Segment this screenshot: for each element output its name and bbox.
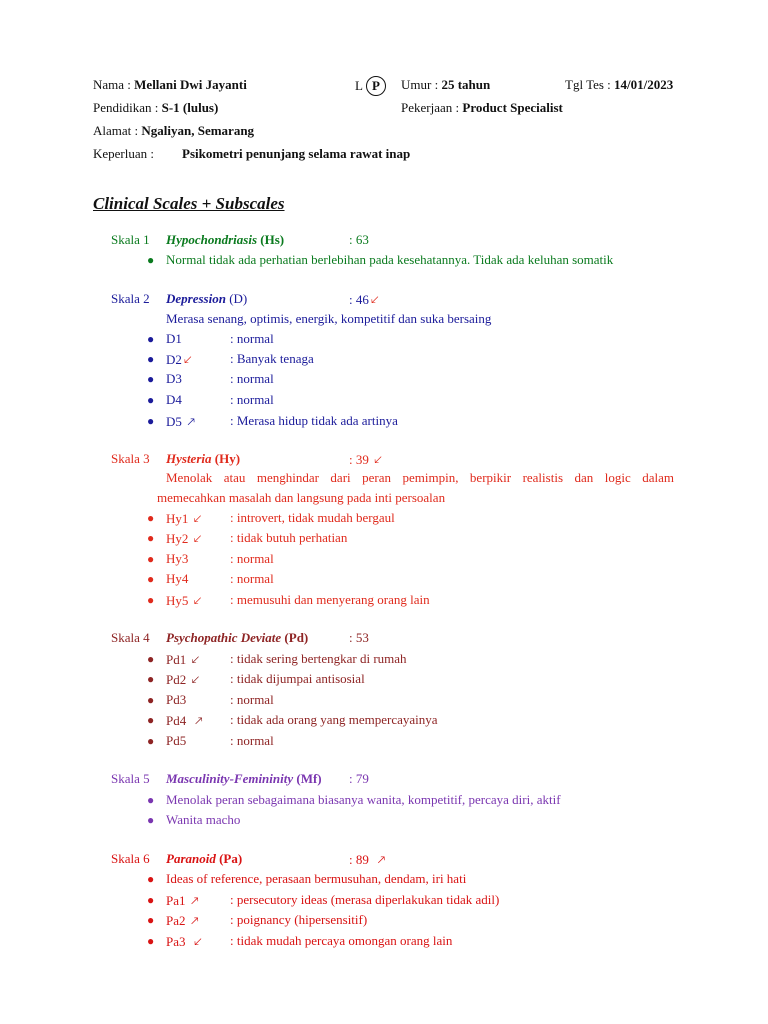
sub-code-text: Hy2 — [166, 531, 189, 546]
bullet-icon: ● — [147, 672, 155, 686]
scale-4-sub-desc: : tidak dijumpai antisosial — [230, 671, 365, 686]
scale-1-label: Skala 1 — [111, 232, 150, 247]
scale-2-sub-code: D1 — [166, 331, 182, 346]
scale-6-score-value: : 89 — [349, 852, 369, 867]
scale-6-sub-code — [166, 912, 199, 933]
scale-4-sub-desc: : tidak sering bertengkar di rumah — [230, 651, 407, 666]
scale-3-score — [349, 451, 382, 472]
bullet-icon: ● — [147, 913, 155, 927]
scale-4-abbr: (Pd) — [281, 630, 309, 645]
scale-3-sub-code — [166, 592, 202, 613]
gender-p-circled: P — [366, 76, 386, 96]
arrow-down-icon: 🡗 — [370, 293, 379, 307]
scale-5-score: : 79 — [349, 771, 369, 786]
sub-code-text: D5 — [166, 414, 182, 429]
arrow-down-icon: 🡗 — [193, 594, 202, 608]
bullet-icon: ● — [147, 253, 155, 267]
nama-value: Mellani Dwi Jayanti — [134, 77, 247, 92]
sub-code-text: Pd2 — [166, 672, 187, 687]
scale-4-title: Psychopathic Deviate — [166, 630, 282, 645]
scale-1-note: Normal tidak ada perhatian berlebihan pada kesehatannya. Tidak ada keluhan somatik — [166, 252, 614, 267]
arrow-down-icon: 🡗 — [193, 512, 202, 526]
section-title: Clinical Scales + Subscales — [93, 194, 285, 213]
arrow-down-icon: 🡗 — [183, 353, 192, 367]
alamat-value: Ngaliyan, Semarang — [141, 123, 255, 138]
tgl-tes-label: Tgl Tes : — [565, 77, 615, 92]
scale-6-name — [166, 851, 242, 867]
nama-label: Nama : — [93, 77, 135, 92]
bullet-icon: ● — [147, 713, 155, 727]
scale-3-sub-code: Hy3 — [166, 551, 189, 566]
arrow-down-icon: 🡗 — [374, 453, 383, 467]
arrow-up-icon: 🡕 — [190, 914, 199, 928]
scale-3-sub-code — [166, 510, 202, 531]
bullet-icon: ● — [147, 813, 155, 827]
scale-4-sub-code: Pd5 — [166, 733, 187, 748]
scale-3-score-value: : 39 — [349, 452, 369, 467]
tgl-tes-value: 14/01/2023 — [614, 77, 674, 92]
pendidikan-value: S-1 (lulus) — [161, 100, 219, 115]
scale-2-score — [349, 291, 379, 312]
scale-4-score: : 53 — [349, 630, 369, 645]
gender-l: L — [355, 78, 363, 93]
bullet-icon: ● — [147, 552, 155, 566]
scale-4-sub-code — [166, 712, 203, 733]
scale-4-sub-code — [166, 651, 199, 672]
scale-3-sub-desc: : normal — [230, 571, 274, 586]
scale-2-sub-code — [166, 413, 195, 434]
scale-3-sub-code — [166, 530, 202, 551]
sub-code-text: Hy5 — [166, 593, 189, 608]
scale-6-score — [349, 851, 385, 872]
scale-2-sub-desc: : normal — [230, 392, 274, 407]
scale-5-name — [166, 771, 322, 787]
bullet-icon: ● — [147, 934, 155, 948]
scale-6-sub-code — [166, 933, 202, 954]
scale-4-sub-desc: : normal — [230, 733, 274, 748]
scale-6-sub-code — [166, 892, 199, 913]
bullet-icon: ● — [147, 414, 155, 428]
scale-4-sub-desc: : normal — [230, 692, 274, 707]
scale-2-label: Skala 2 — [111, 291, 150, 306]
scale-3-sub-desc: : introvert, tidak mudah bergaul — [230, 510, 395, 525]
bullet-icon: ● — [147, 372, 155, 386]
scale-5-label: Skala 5 — [111, 771, 150, 786]
scale-5-title: Masculinity-Femininity — [166, 771, 294, 786]
bullet-icon: ● — [147, 531, 155, 545]
scale-2-summary: Merasa senang, optimis, energik, kompetitif dan suka bersaing — [166, 311, 492, 326]
tgl-tes-field — [565, 77, 673, 93]
bullet-icon: ● — [147, 893, 155, 907]
arrow-up-icon: 🡕 — [194, 714, 203, 728]
scale-4-name — [166, 630, 308, 646]
bullet-icon: ● — [147, 652, 155, 666]
scale-3-name — [166, 451, 240, 467]
scale-2-sub-desc: : Banyak tenaga — [230, 351, 314, 366]
keperluan-field — [93, 146, 154, 162]
scale-2-sub-code: D3 — [166, 371, 182, 386]
scale-5-note: Menolak peran sebagaimana biasanya wanita, kompetitif, percaya diri, aktif — [166, 792, 561, 807]
bullet-icon: ● — [147, 872, 155, 886]
umur-field — [401, 77, 490, 93]
arrow-down-icon: 🡗 — [194, 935, 202, 949]
scale-6-sub-desc: : poignancy (hipersensitif) — [230, 912, 368, 927]
bullet-icon: ● — [147, 511, 155, 525]
sub-code-text: Hy1 — [166, 511, 189, 526]
nama-field — [93, 77, 247, 93]
bullet-icon: ● — [147, 332, 155, 346]
scale-3-sub-desc: : memusuhi dan menyerang orang lain — [230, 592, 430, 607]
scale-3-abbr: (Hy) — [211, 451, 241, 466]
bullet-icon: ● — [147, 734, 155, 748]
scale-5-abbr: (Mf) — [293, 771, 322, 786]
umur-value: 25 tahun — [441, 77, 491, 92]
scale-4-sub-code: Pd3 — [166, 692, 187, 707]
scale-2-sub-desc: : normal — [230, 371, 274, 386]
scale-1-title: Hypochondriasis — [166, 232, 258, 247]
scale-6-label: Skala 6 — [111, 851, 150, 866]
keperluan-label: Keperluan : — [93, 146, 155, 161]
alamat-field — [93, 123, 254, 139]
sub-code-text: Pa2 — [166, 913, 186, 928]
scale-3-title: Hysteria — [166, 451, 212, 466]
bullet-icon: ● — [147, 393, 155, 407]
bullet-icon: ● — [147, 693, 155, 707]
pekerjaan-field — [401, 100, 563, 116]
arrow-down-icon: 🡗 — [191, 673, 200, 687]
sub-code-text: Pd4 — [166, 713, 187, 728]
scale-3-label: Skala 3 — [111, 451, 150, 466]
scale-2-sub-desc: : Merasa hidup tidak ada artinya — [230, 413, 398, 428]
sub-code-text: D2 — [166, 352, 182, 367]
keperluan-value: Psikometri penunjang selama rawat inap — [182, 146, 411, 161]
arrow-down-icon: 🡗 — [193, 532, 202, 546]
bullet-icon: ● — [147, 793, 155, 807]
scale-3-summary-line2: memecahkan masalah dan langsung pada inti persoalan — [157, 490, 446, 505]
scale-2-title: Depression — [166, 291, 226, 306]
scale-6-sub-desc: : tidak mudah percaya omongan orang lain — [230, 933, 453, 948]
scale-3-sub-code: Hy4 — [166, 571, 189, 586]
scale-1-name — [166, 232, 284, 248]
arrow-up-icon: 🡕 — [187, 415, 196, 429]
sub-code-text: Pa1 — [166, 893, 186, 908]
pekerjaan-value: Product Specialist — [462, 100, 563, 115]
scale-6-title: Paranoid — [166, 851, 216, 866]
pendidikan-label: Pendidikan : — [93, 100, 162, 115]
scale-2-score-value: : 46 — [349, 292, 369, 307]
bullet-icon: ● — [147, 352, 155, 366]
umur-label: Umur : — [401, 77, 442, 92]
pendidikan-field — [93, 100, 218, 116]
scale-1-abbr: (Hs) — [257, 232, 285, 247]
scale-2-abbr: (D) — [225, 291, 248, 306]
arrow-down-icon: 🡗 — [191, 653, 200, 667]
sub-code-text: Pd1 — [166, 652, 187, 667]
scale-4-label: Skala 4 — [111, 630, 150, 645]
scale-6-sub-desc: : persecutory ideas (merasa diperlakukan tidak adil) — [230, 892, 500, 907]
arrow-up-icon: 🡕 — [190, 894, 199, 908]
scale-6-note: Ideas of reference, perasaan bermusuhan, dendam, iri hati — [166, 871, 467, 886]
scale-2-sub-code: D4 — [166, 392, 182, 407]
scale-6-abbr: (Pa) — [215, 851, 243, 866]
scale-3-sub-desc: : tidak butuh perhatian — [230, 530, 348, 545]
scale-3-sub-desc: : normal — [230, 551, 274, 566]
scale-4-sub-desc: : tidak ada orang yang mempercayainya — [230, 712, 438, 727]
bullet-icon: ● — [147, 593, 155, 607]
gender-field — [355, 76, 386, 96]
scale-2-sub-code — [166, 351, 192, 372]
sub-code-text: Pa3 — [166, 934, 186, 949]
scale-5-note: Wanita macho — [166, 812, 241, 827]
alamat-label: Alamat : — [93, 123, 142, 138]
arrow-up-icon: 🡕 — [377, 853, 386, 867]
pekerjaan-label: Pekerjaan : — [401, 100, 463, 115]
scale-2-sub-desc: : normal — [230, 331, 274, 346]
scale-4-sub-code — [166, 671, 199, 692]
scale-3-summary-line1: Menolak atau menghindar dari peran pemimpin, berpikir realistis dan logic dalam — [166, 470, 674, 485]
scale-2-name — [166, 291, 247, 307]
bullet-icon: ● — [147, 572, 155, 586]
scale-1-score: : 63 — [349, 232, 369, 247]
